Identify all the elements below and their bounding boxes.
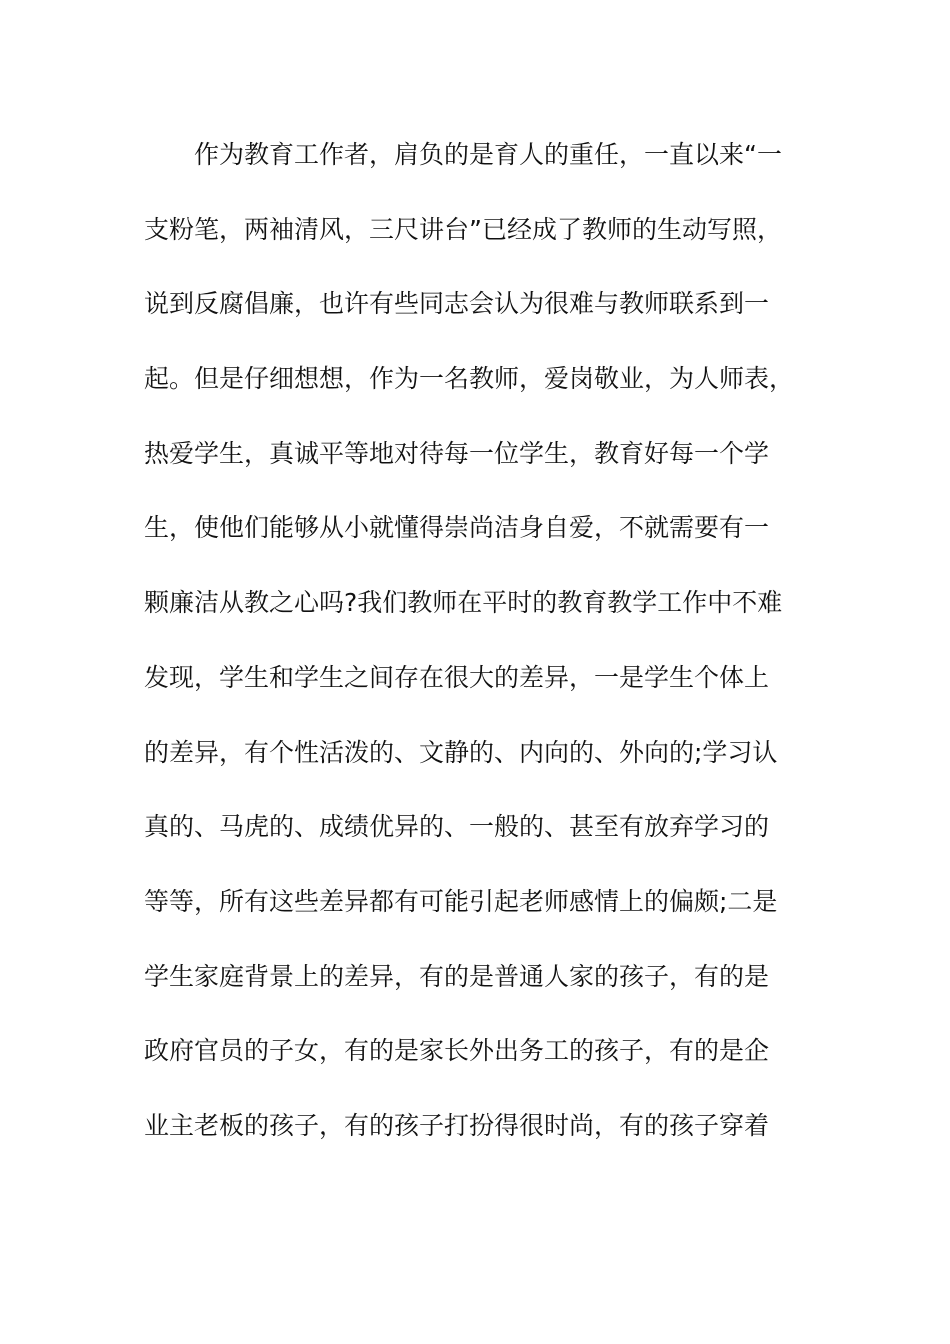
text-line: 起。但是仔细想想，作为一名教师，爱岗敬业，为人师表， <box>144 364 795 394</box>
text-line: 等等，所有这些差异都有可能引起老师感情上的偏颇;二是 <box>144 886 778 916</box>
text-line: 作为教育工作者，肩负的是育人的重任，一直以来“一 <box>144 140 782 169</box>
text-line: 说到反腐倡廉，也许有些同志会认为很难与教师联系到一 <box>144 289 770 319</box>
text-line: 政府官员的子女，有的是家长外出务工的孩子，有的是企 <box>144 1036 770 1066</box>
text-line: 的差异，有个性活泼的、文静的、内向的、外向的;学习认 <box>144 737 778 767</box>
text-line: 生，使他们能够从小就懂得崇尚洁身自爱，不就需要有一 <box>144 513 770 543</box>
text-line: 热爱学生，真诚平等地对待每一位学生，教育好每一个学 <box>144 438 770 468</box>
text-line: 支粉笔，两袖清风，三尺讲台”已经成了教师的生动写照， <box>144 214 782 244</box>
text-line: 发现，学生和学生之间存在很大的差异，一是学生个体上 <box>144 662 770 692</box>
text-line: 颗廉洁从教之心吗?我们教师在平时的教育教学工作中不难 <box>144 588 783 618</box>
text-line: 学生家庭背景上的差异，有的是普通人家的孩子，有的是 <box>144 961 770 991</box>
body-paragraph <box>144 118 824 1164</box>
text-line: 业主老板的孩子，有的孩子打扮得很时尚，有的孩子穿着 <box>144 1110 770 1140</box>
text-line: 真的、马虎的、成绩优异的、一般的、甚至有放弃学习的 <box>144 812 770 842</box>
